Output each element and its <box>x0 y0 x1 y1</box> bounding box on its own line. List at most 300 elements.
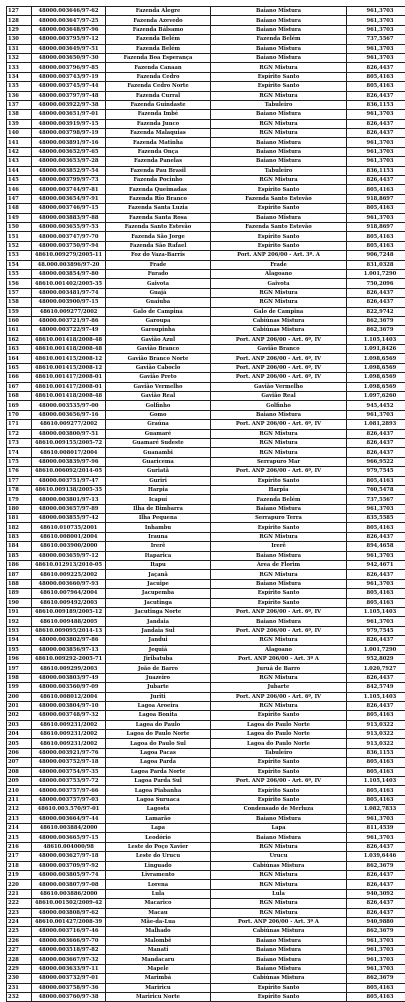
field-name-cell: Livramento <box>106 870 211 879</box>
reference-stream-cell: Baiano Mistura <box>211 138 347 147</box>
field-name-cell: Galo de Campina <box>106 307 211 316</box>
field-name-cell: Juazeiro <box>106 673 211 682</box>
row-number-cell: 180 <box>7 504 32 513</box>
table-row <box>7 570 405 579</box>
reference-stream-cell: RGN Mistura <box>211 91 347 100</box>
reference-stream-cell: Espírito Santo <box>211 786 347 795</box>
reference-stream-cell: Port. ANP 206/00 - Art. 3º. A <box>211 251 347 260</box>
process-number-cell: 48610.001502/2009-42 <box>32 899 106 908</box>
field-name-cell: Fazenda Matinha <box>106 138 211 147</box>
price-value-cell: 826,4437 <box>347 176 405 185</box>
table-row <box>7 260 405 269</box>
row-number-cell: 177 <box>7 476 32 485</box>
table-row <box>7 730 405 739</box>
row-number-cell: 151 <box>7 232 32 241</box>
process-number-cell: 48000.003804/97-10 <box>32 701 106 710</box>
table-row <box>7 523 405 532</box>
field-name-cell: Irauna <box>106 532 211 541</box>
price-value-cell: 945,4452 <box>347 401 405 410</box>
reference-stream-cell: Tabuleiro <box>211 100 347 109</box>
price-value-cell: 1.082,7833 <box>347 805 405 814</box>
row-number-cell: 201 <box>7 701 32 710</box>
table-row <box>7 589 405 598</box>
field-name-cell: Garoupa <box>106 316 211 325</box>
row-number-cell: 224 <box>7 917 32 926</box>
reference-stream-cell: Área de Florim <box>211 561 347 570</box>
field-name-cell: Harpia <box>106 485 211 494</box>
process-number-cell: 48000.003900/97-15 <box>32 298 106 307</box>
field-name-cell: Graúna <box>106 420 211 429</box>
reference-stream-cell: Port. ANP 206/00 - Art. 6º, IV <box>211 420 347 429</box>
field-name-cell: Lagoa do Paulo <box>106 720 211 729</box>
reference-stream-cell: Baiano Mistura <box>211 7 347 16</box>
field-name-cell: Linguado <box>106 861 211 870</box>
reference-stream-cell: Baiano Mistura <box>211 25 347 34</box>
process-number-cell: 48610.004000/98 <box>32 842 106 851</box>
process-number-cell: 48610.009292-2005-71 <box>32 654 106 663</box>
process-number-cell: 48000.003633/97-11 <box>32 964 106 973</box>
row-number-cell: 131 <box>7 44 32 53</box>
row-number-cell: 154 <box>7 260 32 269</box>
row-number-cell: 207 <box>7 758 32 767</box>
row-number-cell: 232 <box>7 993 32 1002</box>
row-number-cell: 137 <box>7 100 32 109</box>
table-row <box>7 213 405 222</box>
reference-stream-cell: Port. ANP 206/00 - Art. 6º, IV <box>211 335 347 344</box>
table-row <box>7 936 405 945</box>
row-number-cell: 147 <box>7 194 32 203</box>
price-value-cell: 961,3703 <box>347 44 405 53</box>
price-value-cell: 961,3703 <box>347 110 405 119</box>
process-number-cell: 48000.003646/97-62 <box>32 7 106 16</box>
process-number-cell: 48000.003481/97-74 <box>32 288 106 297</box>
table-row <box>7 758 405 767</box>
table-row <box>7 82 405 91</box>
table-row <box>7 7 405 16</box>
row-number-cell: 170 <box>7 410 32 419</box>
price-value-cell: 961,3703 <box>347 964 405 973</box>
reference-stream-cell: Jubarte <box>211 683 347 692</box>
process-number-cell: 48000.003758/97-36 <box>32 983 106 992</box>
reference-stream-cell: Baiano Mistura <box>211 955 347 964</box>
reference-stream-cell: Espírito Santo <box>211 204 347 213</box>
process-number-cell: 48610.001418/2008-48 <box>32 345 106 354</box>
process-number-cell: 48000.003803/97-49 <box>32 673 106 682</box>
field-name-cell: Gavião Vermelho <box>106 382 211 391</box>
row-number-cell: 211 <box>7 795 32 804</box>
price-value-cell: 894,4658 <box>347 542 405 551</box>
field-name-cell: Guriatã <box>106 467 211 476</box>
process-number-cell: 48610.009231/2002 <box>32 720 106 729</box>
table-row <box>7 363 405 372</box>
price-value-cell: 1.091,8426 <box>347 345 405 354</box>
table-row <box>7 664 405 673</box>
reference-stream-cell: Irerê <box>211 542 347 551</box>
process-number-cell: 48610.009095/2014-13 <box>32 626 106 635</box>
reference-stream-cell: Espírito Santo <box>211 72 347 81</box>
process-number-cell: 48610.001415/2008-12 <box>32 363 106 372</box>
table-row <box>7 429 405 438</box>
process-number-cell: 48000.003654/97-91 <box>32 194 106 203</box>
price-value-cell: 826,4437 <box>347 288 405 297</box>
field-name-cell: Leodório <box>106 833 211 842</box>
row-number-cell: 136 <box>7 91 32 100</box>
field-name-cell: Lorena <box>106 880 211 889</box>
field-name-cell: Fazenda Junco <box>106 119 211 128</box>
reference-stream-cell: Cabiúnas Mistura <box>211 927 347 936</box>
price-value-cell: 760,5478 <box>347 485 405 494</box>
table-row <box>7 786 405 795</box>
process-number-cell: 48000.003732/97-01 <box>32 974 106 983</box>
field-name-cell: Fazenda Santo Estevão <box>106 222 211 231</box>
reference-stream-cell: Fazenda Belém <box>211 495 347 504</box>
row-number-cell: 229 <box>7 964 32 973</box>
price-value-cell: 826,4437 <box>347 429 405 438</box>
row-number-cell: 191 <box>7 608 32 617</box>
reference-stream-cell: RGN Mistura <box>211 532 347 541</box>
reference-stream-cell: Espírito Santo <box>211 758 347 767</box>
reference-stream-cell: Port. ANP 206/00 - Art. 6º, IV <box>211 373 347 382</box>
table-row <box>7 110 405 119</box>
table-row <box>7 645 405 654</box>
process-number-cell: 48000.003856/97-13 <box>32 645 106 654</box>
table-row <box>7 626 405 635</box>
field-name-cell: Lagoa do Paulo Sul <box>106 739 211 748</box>
reference-stream-cell: Harpia <box>211 485 347 494</box>
row-number-cell: 163 <box>7 345 32 354</box>
row-number-cell: 196 <box>7 654 32 663</box>
process-number-cell: 48000.003716/97-46 <box>32 927 106 936</box>
field-name-cell: Fazenda Alegre <box>106 7 211 16</box>
field-name-cell: Lula <box>106 889 211 898</box>
field-name-cell: Jaçanã <box>106 570 211 579</box>
price-value-cell: 961,3703 <box>347 617 405 626</box>
process-number-cell: 48000.003666/97-70 <box>32 936 106 945</box>
row-number-cell: 156 <box>7 279 32 288</box>
row-number-cell: 206 <box>7 748 32 757</box>
row-number-cell: 231 <box>7 983 32 992</box>
price-value-cell: 805,4163 <box>347 795 405 804</box>
row-number-cell: 198 <box>7 673 32 682</box>
price-value-cell: 826,4437 <box>347 842 405 851</box>
price-value-cell: 826,4437 <box>347 899 405 908</box>
process-number-cell: 48610.008001/2004 <box>32 532 106 541</box>
row-number-cell: 157 <box>7 288 32 297</box>
price-value-cell: 961,3703 <box>347 16 405 25</box>
field-name-cell: Malhado <box>106 927 211 936</box>
table-row <box>7 72 405 81</box>
row-number-cell: 225 <box>7 927 32 936</box>
row-number-cell: 197 <box>7 664 32 673</box>
row-number-cell: 227 <box>7 946 32 955</box>
field-name-cell: Furado <box>106 269 211 278</box>
field-name-cell: Lagoa Suruaca <box>106 795 211 804</box>
field-name-cell: Fazenda Canaan <box>106 63 211 72</box>
reference-stream-cell: Alagoano <box>211 645 347 654</box>
reference-stream-cell: Baiano Mistura <box>211 579 347 588</box>
price-value-cell: 862,3679 <box>347 316 405 325</box>
process-number-cell: 48000.003798/97-19 <box>32 129 106 138</box>
table-row <box>7 701 405 710</box>
process-number-cell: 48000.003657/97-89 <box>32 504 106 513</box>
reference-stream-cell: RGN Mistura <box>211 448 347 457</box>
field-name-cell: Jacutinga <box>106 598 211 607</box>
field-name-cell: Fazenda Pocinho <box>106 176 211 185</box>
row-number-cell: 167 <box>7 382 32 391</box>
process-number-cell: 48000.003535/97-00 <box>32 401 106 410</box>
process-number-cell: 48000.003751/97-47 <box>32 476 106 485</box>
reference-stream-cell: Espírito Santo <box>211 523 347 532</box>
row-number-cell: 158 <box>7 298 32 307</box>
field-name-cell: Guaricema <box>106 457 211 466</box>
table-row <box>7 251 405 260</box>
field-name-cell: Fazenda Cedro <box>106 72 211 81</box>
row-number-cell: 150 <box>7 222 32 231</box>
reference-stream-cell: Espírito Santo <box>211 476 347 485</box>
reference-stream-cell: Espírito Santo <box>211 82 347 91</box>
table-row <box>7 91 405 100</box>
reference-stream-cell: Lagoa do Paulo Norte <box>211 739 347 748</box>
process-number-cell: 48610.003.570/97-01 <box>32 805 106 814</box>
table-row <box>7 833 405 842</box>
price-value-cell: 826,4437 <box>347 448 405 457</box>
reference-stream-cell: Espírito Santo <box>211 711 347 720</box>
row-number-cell: 179 <box>7 495 32 504</box>
row-number-cell: 199 <box>7 683 32 692</box>
table-row <box>7 777 405 786</box>
table-row <box>7 852 405 861</box>
price-value-cell: 1.001,7290 <box>347 645 405 654</box>
reference-stream-cell: Espírito Santo <box>211 589 347 598</box>
reference-stream-cell: Baiano Mistura <box>211 936 347 945</box>
field-name-cell: Gomo <box>106 410 211 419</box>
row-number-cell: 132 <box>7 53 32 62</box>
price-value-cell: 826,4437 <box>347 908 405 917</box>
reference-stream-cell: Tabuleiro <box>211 166 347 175</box>
reference-stream-cell: RGN Mistura <box>211 129 347 138</box>
process-number-cell: 48000.003753/97-72 <box>32 777 106 786</box>
reference-stream-cell: Baiano Mistura <box>211 833 347 842</box>
price-value-cell: 942,4671 <box>347 561 405 570</box>
field-name-cell: Lagoa do Paulo Norte <box>106 730 211 739</box>
price-value-cell: 1.105,1403 <box>347 777 405 786</box>
reference-stream-cell: Cabiúnas Mistura <box>211 861 347 870</box>
field-name-cell: Guamaré <box>106 429 211 438</box>
process-number-cell: 48610.007964/2004 <box>32 589 106 598</box>
table-row <box>7 880 405 889</box>
field-name-cell: João de Barro <box>106 664 211 673</box>
table-row <box>7 63 405 72</box>
field-name-cell: Irerê <box>106 542 211 551</box>
price-value-cell: 805,4163 <box>347 786 405 795</box>
table-row <box>7 392 405 401</box>
row-number-cell: 138 <box>7 110 32 119</box>
reference-stream-cell: Baiano Mistura <box>211 551 347 560</box>
row-number-cell: 178 <box>7 485 32 494</box>
row-number-cell: 194 <box>7 636 32 645</box>
reference-stream-cell: Espírito Santo <box>211 983 347 992</box>
table-row <box>7 457 405 466</box>
row-number-cell: 145 <box>7 176 32 185</box>
table-row <box>7 974 405 983</box>
price-value-cell: 805,4163 <box>347 72 405 81</box>
reference-stream-cell: Baiano Mistura <box>211 617 347 626</box>
field-name-cell: Ilha de Bimbarra <box>106 504 211 513</box>
reference-stream-cell: Port. ANP 206/00 - Art. 6º, IV <box>211 626 347 635</box>
process-number-cell: 48610.010735/2001 <box>32 523 106 532</box>
process-number-cell: 48610.008012/2004 <box>32 692 106 701</box>
table-row <box>7 448 405 457</box>
field-name-cell: Macau <box>106 908 211 917</box>
table-row <box>7 316 405 325</box>
reference-stream-cell: Baiano Mistura <box>211 16 347 25</box>
field-name-cell: Fazenda Bálsamo <box>106 25 211 34</box>
table-row <box>7 269 405 278</box>
field-name-cell: Fazenda Pau Brasil <box>106 166 211 175</box>
process-number-cell: 48610.006092/2014-05 <box>32 467 106 476</box>
table-row <box>7 514 405 523</box>
process-number-cell: 48000.003721/97-86 <box>32 316 106 325</box>
table-row <box>7 354 405 363</box>
row-number-cell: 184 <box>7 542 32 551</box>
table-row <box>7 598 405 607</box>
field-name-cell: Fazenda Rio Branco <box>106 194 211 203</box>
price-value-cell: 906,7248 <box>347 251 405 260</box>
process-number-cell: 48000.003919/97-15 <box>32 119 106 128</box>
row-number-cell: 175 <box>7 457 32 466</box>
table-row <box>7 654 405 663</box>
table-row <box>7 617 405 626</box>
table-row <box>7 870 405 879</box>
field-name-cell: Fazenda Santa Rosa <box>106 213 211 222</box>
process-number-cell: 48610.001417/2008-01 <box>32 382 106 391</box>
process-number-cell: 48610.009492/2003 <box>32 598 106 607</box>
process-number-cell: 48000.003744/97-81 <box>32 185 106 194</box>
row-number-cell: 176 <box>7 467 32 476</box>
process-number-cell: 48000.003757/97-66 <box>32 786 106 795</box>
table-row <box>7 946 405 955</box>
field-name-cell: Fazenda Panelas <box>106 157 211 166</box>
field-name-cell: Leste do Urucu <box>106 852 211 861</box>
price-value-cell: 961,3703 <box>347 25 405 34</box>
row-number-cell: 162 <box>7 335 32 344</box>
reference-stream-cell: RGN Mistura <box>211 870 347 879</box>
field-name-cell: Fazenda Imbé <box>106 110 211 119</box>
process-number-cell: 48000.003653/97-28 <box>32 157 106 166</box>
process-number-cell: 48000.003656/97-16 <box>32 410 106 419</box>
row-number-cell: 140 <box>7 129 32 138</box>
price-value-cell: 836,1153 <box>347 100 405 109</box>
process-number-cell: 48000.003667/97-32 <box>32 955 106 964</box>
process-number-cell: 48000.003659/97-12 <box>32 551 106 560</box>
reference-stream-cell: Port. ANP 206/00 - Art. 3º A <box>211 917 347 926</box>
process-number-cell: 48610.001402/2005-35 <box>32 279 106 288</box>
price-value-cell: 1.039,6446 <box>347 852 405 861</box>
field-name-cell: Jacutinga Norte <box>106 608 211 617</box>
row-number-cell: 139 <box>7 119 32 128</box>
price-value-cell: 918,8697 <box>347 194 405 203</box>
field-name-cell: Marimbá <box>106 974 211 983</box>
field-name-cell: Lagoa Parda <box>106 758 211 767</box>
row-number-cell: 221 <box>7 889 32 898</box>
field-name-cell: Lamarão <box>106 814 211 823</box>
process-number-cell: 48000.003796/97-85 <box>32 63 106 72</box>
row-number-cell: 208 <box>7 767 32 776</box>
price-value-cell: 961,3703 <box>347 955 405 964</box>
field-name-cell: Fazenda Santa Luzia <box>106 204 211 213</box>
reference-stream-cell: RGN Mistura <box>211 673 347 682</box>
process-number-cell: 48000.003660/97-93 <box>32 579 106 588</box>
reference-stream-cell: Espírito Santo <box>211 767 347 776</box>
row-number-cell: 203 <box>7 720 32 729</box>
row-number-cell: 189 <box>7 589 32 598</box>
row-number-cell: 155 <box>7 269 32 278</box>
table-row <box>7 232 405 241</box>
price-value-cell: 805,4163 <box>347 598 405 607</box>
row-number-cell: 173 <box>7 438 32 447</box>
table-body <box>7 7 405 1002</box>
table-row <box>7 100 405 109</box>
process-number-cell: 48000.003805/97-74 <box>32 870 106 879</box>
table-row <box>7 119 405 128</box>
field-name-cell: Lagoa Piabanha <box>106 786 211 795</box>
reference-stream-cell: Condensado de Merluza <box>211 805 347 814</box>
reference-stream-cell: Gavião Branco <box>211 345 347 354</box>
table-row <box>7 579 405 588</box>
price-value-cell: 952,8029 <box>347 654 405 663</box>
field-name-cell: Golfinho <box>106 401 211 410</box>
process-number-cell: 48000.003647/97-25 <box>32 16 106 25</box>
process-number-cell: 48610.009299/2003 <box>32 664 106 673</box>
process-number-cell: 48000.003808/97-62 <box>32 908 106 917</box>
field-name-cell: Gavião Real <box>106 392 211 401</box>
reference-stream-cell: RGN Mistura <box>211 570 347 579</box>
table-row <box>7 288 405 297</box>
price-value-cell: 961,3703 <box>347 147 405 156</box>
row-number-cell: 161 <box>7 326 32 335</box>
process-number-cell: 48000.003752/97-18 <box>32 758 106 767</box>
field-name-cell: Mandacaru <box>106 955 211 964</box>
process-number-cell: 48000.003891/97-16 <box>32 138 106 147</box>
process-number-cell: 48000.003745/97-44 <box>32 82 106 91</box>
price-value-cell: 1.001,7290 <box>347 269 405 278</box>
price-value-cell: 913,0322 <box>347 720 405 729</box>
price-value-cell: 826,4437 <box>347 673 405 682</box>
process-number-cell: 48000.003754/97-35 <box>32 767 106 776</box>
process-number-cell: 48610.009155/2005-72 <box>32 438 106 447</box>
process-number-cell: 48000.003922/97-38 <box>32 100 106 109</box>
price-value-cell: 966,9522 <box>347 457 405 466</box>
price-value-cell: 1.081,2893 <box>347 420 405 429</box>
field-name-cell: Itaparica <box>106 551 211 560</box>
row-number-cell: 146 <box>7 185 32 194</box>
field-name-cell: Fazenda Guindaste <box>106 100 211 109</box>
table-row <box>7 917 405 926</box>
field-name-cell: Jubarte <box>106 683 211 692</box>
field-name-cell: Guaiuba <box>106 298 211 307</box>
row-number-cell: 153 <box>7 251 32 260</box>
row-number-cell: 152 <box>7 241 32 250</box>
row-number-cell: 164 <box>7 354 32 363</box>
row-number-cell: 190 <box>7 598 32 607</box>
row-number-cell: 128 <box>7 16 32 25</box>
row-number-cell: 166 <box>7 373 32 382</box>
price-value-cell: 826,4437 <box>347 532 405 541</box>
reference-stream-cell: RGN Mistura <box>211 701 347 710</box>
table-row <box>7 222 405 231</box>
row-number-cell: 202 <box>7 711 32 720</box>
table-row <box>7 307 405 316</box>
